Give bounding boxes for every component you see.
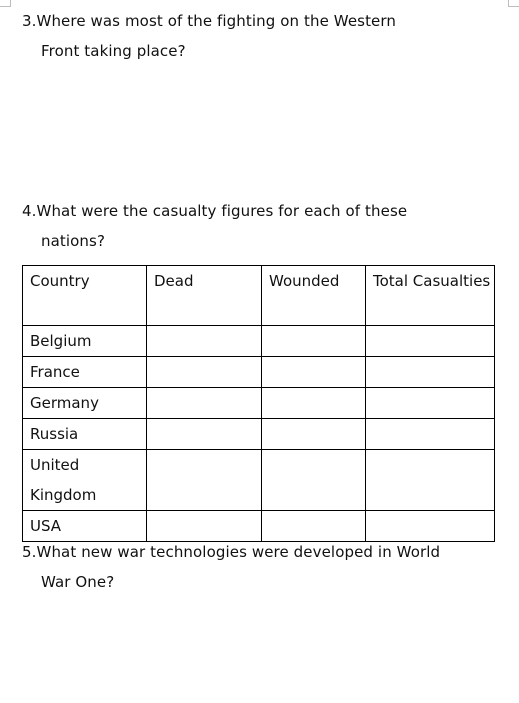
dead-cell[interactable] — [147, 419, 262, 450]
wounded-cell[interactable] — [262, 419, 366, 450]
dead-cell[interactable] — [147, 450, 262, 511]
header-country: Country — [23, 266, 147, 326]
page-corner-mark-right — [508, 0, 519, 7]
question-4 — [22, 196, 502, 256]
header-total-casualties: Total Casualties — [366, 266, 495, 326]
question-4-line-1: 4.What were the casualty figures for each of these — [22, 202, 408, 220]
country-cell: United Kingdom — [23, 450, 147, 511]
country-cell: France — [23, 357, 147, 388]
question-5 — [22, 537, 502, 597]
wounded-cell[interactable] — [262, 388, 366, 419]
table-row — [23, 388, 495, 419]
table-header-row — [23, 266, 495, 326]
country-cell: Belgium — [23, 326, 147, 357]
total-cell[interactable] — [366, 388, 495, 419]
question-5-line-2: War One? — [41, 573, 115, 591]
dead-cell[interactable] — [147, 326, 262, 357]
question-3-line-2: Front taking place? — [41, 42, 186, 60]
country-cell: USA — [23, 511, 147, 542]
country-cell: Russia — [23, 419, 147, 450]
total-cell[interactable] — [366, 357, 495, 388]
table-row — [23, 326, 495, 357]
dead-cell[interactable] — [147, 357, 262, 388]
total-cell[interactable] — [366, 450, 495, 511]
total-cell[interactable] — [366, 326, 495, 357]
question-3-line-1: 3.Where was most of the fighting on the Western — [22, 12, 396, 30]
wounded-cell[interactable] — [262, 326, 366, 357]
wounded-cell[interactable] — [262, 450, 366, 511]
dead-cell[interactable] — [147, 388, 262, 419]
wounded-cell[interactable] — [262, 357, 366, 388]
table-row — [23, 357, 495, 388]
table-row — [23, 419, 495, 450]
table-row — [23, 450, 495, 511]
page-corner-mark-left — [0, 0, 11, 7]
header-wounded: Wounded — [262, 266, 366, 326]
casualty-table — [22, 265, 495, 542]
question-4-line-2: nations? — [41, 232, 106, 250]
total-cell[interactable] — [366, 419, 495, 450]
question-3 — [22, 6, 502, 66]
question-5-line-1: 5.What new war technologies were developed in World — [22, 543, 441, 561]
country-cell: Germany — [23, 388, 147, 419]
header-dead: Dead — [147, 266, 262, 326]
